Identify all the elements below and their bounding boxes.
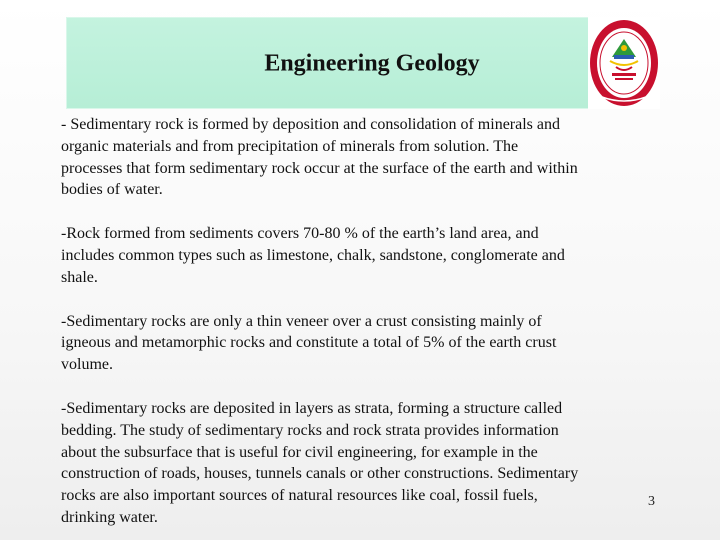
paragraph-strata: -Sedimentary rocks are deposited in layers as strata, forming a structure called bedding. The study of sedimentary rocks and rock strata provides information about the subsurface that is useful for civil engineering, for example in the construction of roads, houses, tunnels canals or other constructions. Sedimentary rocks are also important sources of natural resources like coal, fossil fuels, drinking water. xyxy=(61,399,579,526)
university-logo xyxy=(588,17,660,109)
paragraph-veneer: -Sedimentary rocks are only a thin veneer over a crust consisting mainly of igneous and metamorphic rocks and constitute a total of 5% of the earth crust volume. xyxy=(61,312,557,374)
page-number: 3 xyxy=(648,494,655,509)
paragraph-formation: - Sedimentary rock is formed by deposition and consolidation of minerals and organic materials and from precipitation of minerals from solution. The processes that form sedimentary rock occur at the surface of the earth and within bodies of water. xyxy=(61,116,578,199)
slide-title: Engineering Geology xyxy=(264,50,480,77)
paragraph-coverage: -Rock formed from sediments covers 70-80 % of the earth’s land area, and includes common types such as limestone, chalk, sandstone, conglomerate and shale. xyxy=(61,225,565,286)
title-banner xyxy=(66,17,608,109)
university-seal-icon xyxy=(588,17,660,109)
slide-body xyxy=(61,114,651,529)
